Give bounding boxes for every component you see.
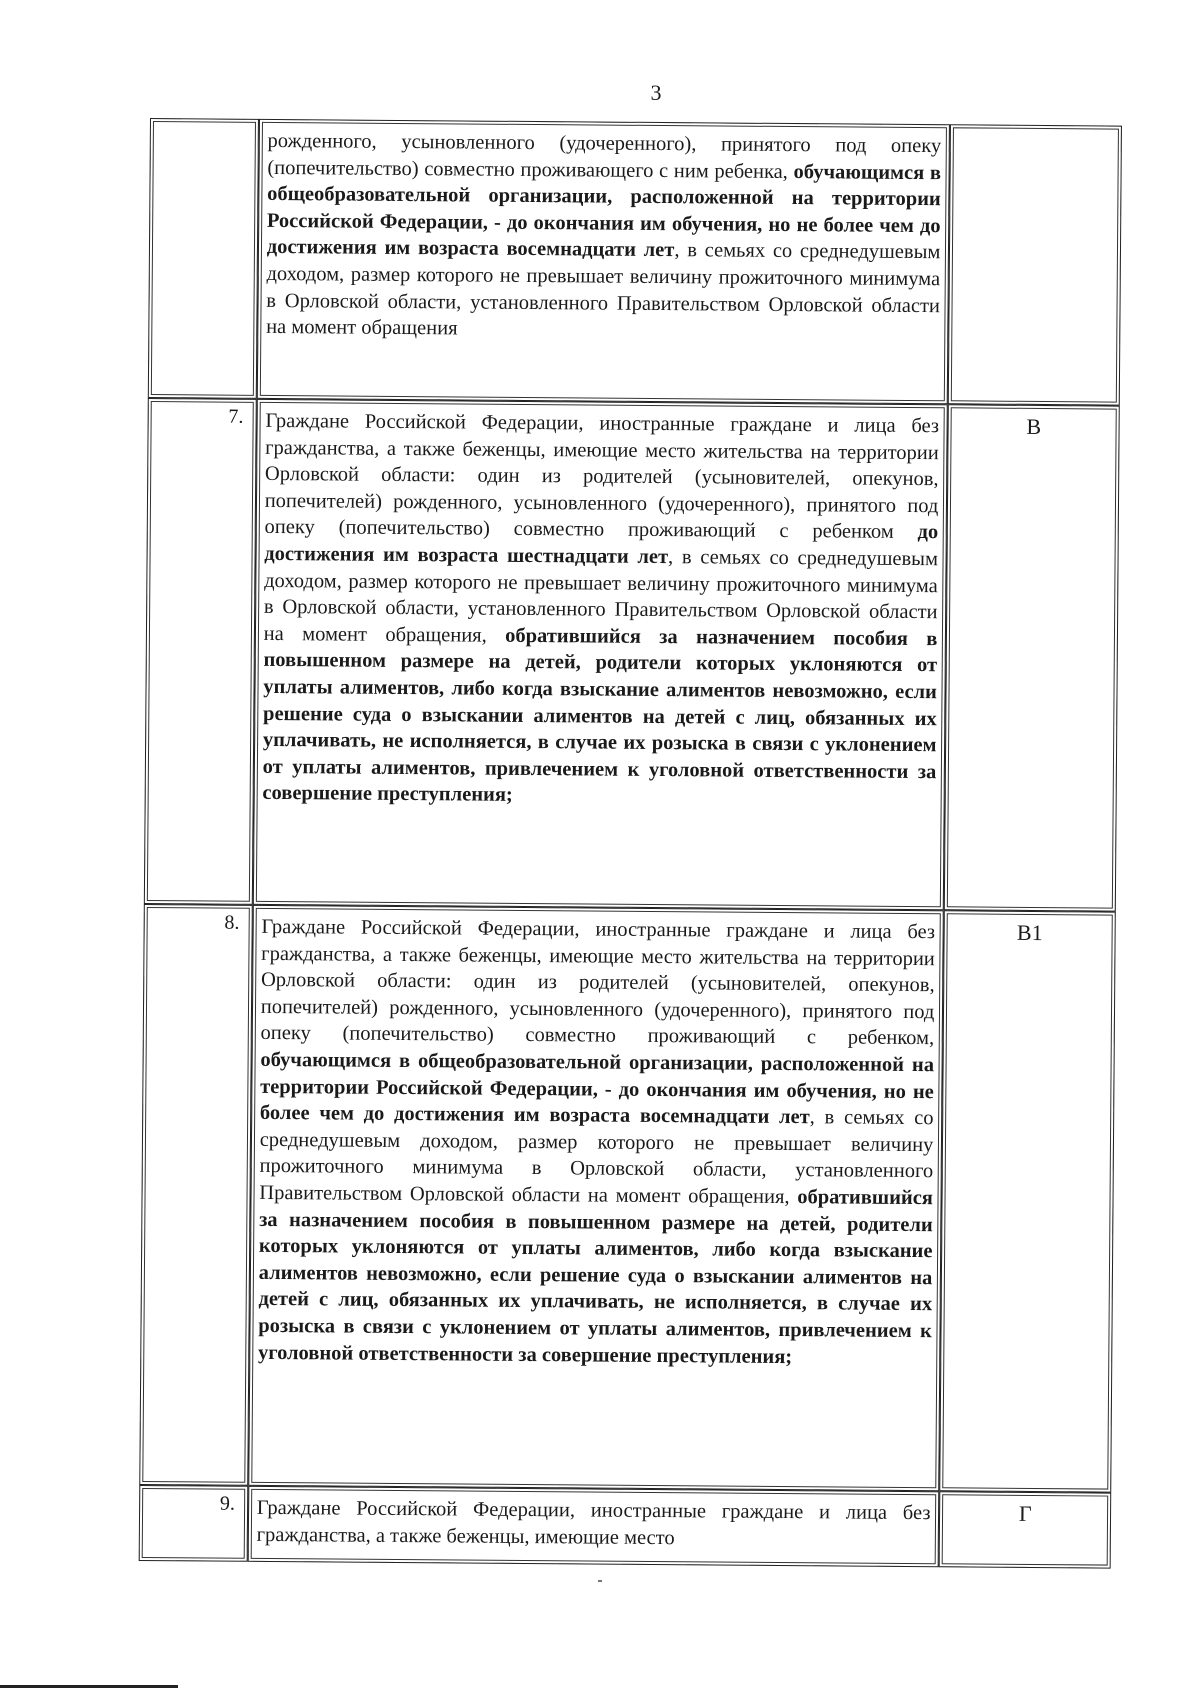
benefit-categories-table — [139, 118, 1122, 1569]
table-row — [139, 1485, 1112, 1569]
page-number: 3 — [650, 80, 662, 105]
row-description — [247, 1486, 939, 1567]
text-fragment-bold: обучающимся в общеобразовательной организации, расположенной на территории Российской Федерации, - до окончания им обучения, но не более чем до достижения им возраста восемнадцати лет — [259, 1048, 935, 1129]
text-fragment-bold: обратившийся за назначением пособия в повышенном размере на детей, родители которых уклоняются от уплаты алиментов, либо когда взыскание алиментов невозможно, если решение суда о взыскании алиментов на детей с лиц, обязанных их уплачивать, не исполняется, в случае их розыска в связи с уклонением от уплаты алиментов, привлечением к уголовной ответственности за совершение преступления; — [257, 1186, 934, 1368]
text-fragment: , в семьях со среднедушевым доходом, размер которого не превышает величину прожиточного минимума в Орловской области, установленного Правительством Орловской области на момент обращения, — [263, 546, 939, 647]
row-code — [948, 124, 1122, 405]
text-fragment: рожденного, усыновленного (удочеренного), принятого под опеку (попечительство) совместно проживающего с ним ребенка, — [267, 129, 942, 183]
row-description — [253, 399, 949, 910]
row-number: 9. — [139, 1485, 248, 1562]
text-fragment-bold: обучающимся в общеобразовательной организации, расположенной на территории Российской Федерации, - до окончания им обучения, но не более чем до достижения им возраста восемнадцати лет — [266, 160, 942, 262]
row-number: 7. — [144, 398, 257, 905]
scan-artifact-line — [0, 1685, 178, 1688]
text-fragment: , в семьях со среднедушевым доходом, размер которого не превышает величину прожиточного минимума в Орловской области, установленного Правительством Орловской области на момент обращения, — [259, 1106, 934, 1209]
row-number: 8. — [139, 904, 252, 1486]
row-code: В1 — [940, 910, 1116, 1492]
table-row — [139, 904, 1116, 1493]
table-row — [144, 398, 1120, 912]
row-description — [248, 905, 944, 1491]
row-description — [257, 119, 951, 404]
text-fragment: Граждане Российской Федерации, иностранные граждане и лица без гражданства, а также беженцы, имеющие место жительства на территории Орловской области: один из родителей (усыновителей, опекунов, попечителей) рожденного, усыновленного (удочеренного), принятого под опеку (попечительство) совместно проживающий с ребенком, — [260, 915, 936, 1050]
text-fragment: Граждане Российской Федерации, иностранные граждане и лица без гражданства, а также беженцы, имеющие место жительства на территории Орловской области: один из родителей (усыновителей, опекунов, попечителей) рожденного, усыновленного (удочеренного), принятого под опеку (попечительство) совместно проживающий с ребенком — [264, 409, 940, 544]
text-fragment-bold: обратившийся за назначением пособия в повышенном размере на детей, родители которых уклоняются от уплаты алиментов, либо когда взыскание алиментов невозможно, если решение суда о взыскании алиментов на детей с лиц, обязанных их уплачивать, не исполняется, в случае их розыска в связи с уклонением от уплаты алиментов, привлечением к уголовной ответственности за совершение преступления; — [262, 624, 938, 807]
row-code: Г — [939, 1491, 1111, 1568]
row-code: В — [944, 404, 1120, 911]
text-fragment: , в семьях со среднедушевым доходом, размер которого не превышает величину прожиточного минимума в Орловской области, установленного Правительством Орловской области на момент обращения — [266, 239, 941, 340]
text-fragment: Граждане Российской Федерации, иностранные граждане и лица без гражданства, а также беженцы, имеющие место — [256, 1496, 931, 1549]
row-number — [148, 118, 259, 399]
text-fragment-bold: до достижения им возраста шестнадцати лет — [264, 521, 939, 569]
scan-artifact-dot — [598, 1580, 602, 1582]
table-row — [148, 118, 1122, 406]
